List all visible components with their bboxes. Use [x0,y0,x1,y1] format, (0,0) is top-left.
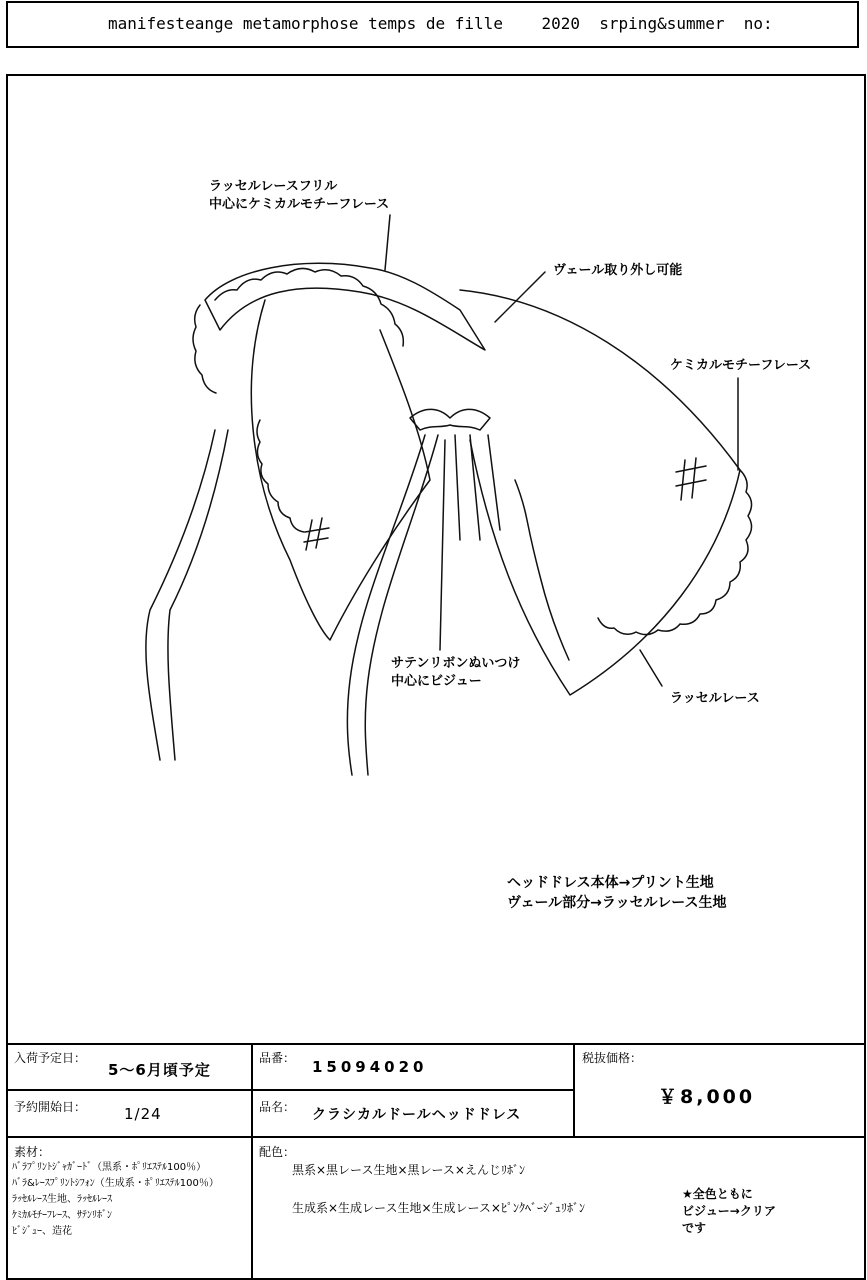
annotation-satin-ribbon: サテンリボンぬいつけ 中心にビジュー [391,656,521,689]
leader-raschel [640,650,662,686]
preorder-label: 予約開始日： [14,1100,87,1114]
color-option-1: 黒系×黒レース生地×黒レース×えんじﾘﾎﾞﾝ [292,1163,525,1177]
price-label: 税抜価格： [582,1051,643,1065]
item-no-label: 品番： [259,1051,296,1065]
arrival-label: 入荷予定日： [14,1051,87,1065]
ribbon-center-right [455,435,500,540]
ribbon-left [146,430,228,760]
table-col-divider-2 [573,1043,575,1137]
color-label: 配色： [259,1145,296,1159]
table-row-divider-1 [6,1089,574,1091]
annotation-raschel-lace: ラッセルレース [670,691,760,706]
ribbon-center-left [347,435,438,775]
item-name-value: クラシカルドールヘッドドレス [312,1107,522,1123]
item-no-value: 15094020 [312,1058,428,1076]
preorder-value: 1/24 [124,1105,162,1123]
leader-frill [385,215,390,270]
annotation-veil: ヴェール取り外し可能 [553,263,683,278]
price-value: ￥8,000 [658,1086,756,1108]
material-label: 素材： [14,1145,51,1159]
header-title: manifesteange metamorphose temps de fille 2020 srping&summer no: [108,14,773,33]
headband-frill [193,268,403,393]
color-option-2: 生成系×生成レース生地×生成レース×ﾋﾟﾝｸﾍﾞｰｼﾞｭﾘﾎﾞﾝ [292,1201,585,1215]
hatch-right [676,458,706,500]
table-row-divider-2 [6,1136,866,1138]
arrival-value: 5〜6月頃予定 [108,1061,211,1079]
veil-right [460,290,740,695]
color-note: ★全色ともに ビジュー→クリア です [682,1187,776,1235]
bow [410,409,490,430]
item-name-label: 品名： [259,1100,296,1114]
table-top-border [6,1043,866,1045]
annotation-frill: ラッセルレースフリル 中心にケミカルモチーフレース [209,179,390,212]
veil-left-edge [257,420,304,532]
annotation-chemical-lace: ケミカルモチーフレース [670,358,812,373]
hatch-left [304,518,329,550]
veil-right-frill [598,470,752,635]
materials-list: ﾊﾞﾗﾌﾟﾘﾝﾄｼﾞｬｶﾞｰﾄﾞ（黒系・ﾎﾟﾘｴｽﾃﾙ100％） ﾊﾞﾗ&ﾚｰｽﾌﾟﾘﾝﾄｼﾌｫﾝ（生成系・ﾎﾟﾘｴｽﾃﾙ100％） ﾗｯｾﾙﾚｰｽ生地、ﾗｯｾﾙﾚｰｽ ｹﾐｶﾙﾓﾁｰﾌﾚｰｽ、ｻﾃﾝﾘﾎﾞﾝ ﾋﾞｼﾞｭｰ、造花 [12,1162,219,1237]
annotation-fabric: ヘッドドレス本体→プリント生地 ヴェール部分→ラッセルレース生地 [507,875,727,911]
leader-ribbon [440,440,445,650]
veil-left [251,300,430,640]
veil-right-lace [515,480,569,660]
table-col-divider-1 [251,1043,253,1280]
